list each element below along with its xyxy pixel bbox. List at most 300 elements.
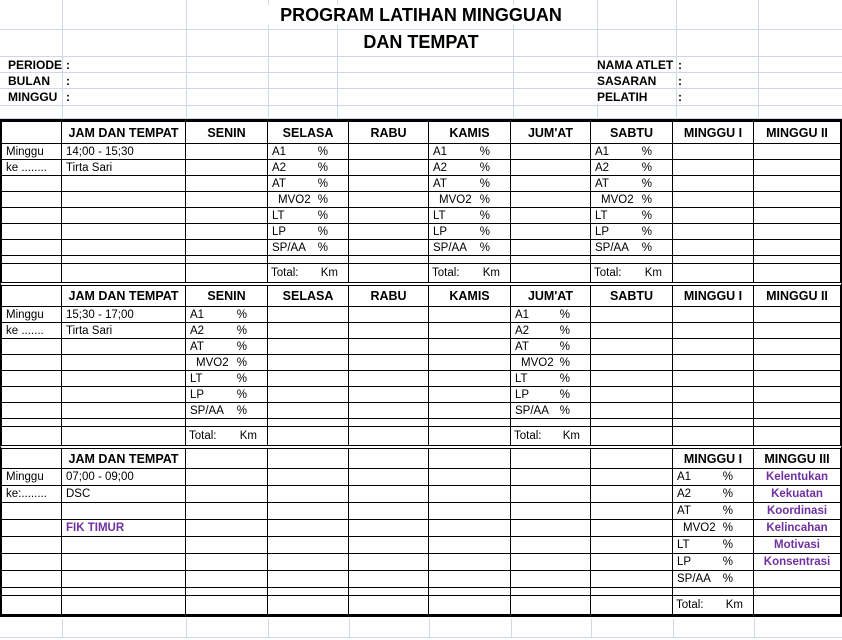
empty-cell[interactable] <box>268 355 349 371</box>
empty-cell[interactable] <box>186 208 268 224</box>
spacer-cell[interactable] <box>754 256 840 264</box>
empty-cell[interactable] <box>673 427 754 445</box>
empty-cell[interactable] <box>268 486 349 503</box>
sasaran-colon[interactable]: : <box>678 74 682 88</box>
empty-cell[interactable] <box>349 387 429 403</box>
aspect-kelincahan[interactable] <box>754 520 840 537</box>
empty-cell[interactable] <box>591 387 673 403</box>
spacer-cell[interactable] <box>186 256 268 264</box>
spacer-cell[interactable] <box>429 256 511 264</box>
empty-cell[interactable] <box>62 427 186 445</box>
empty-cell[interactable] <box>349 503 429 520</box>
aspect-motivasi[interactable] <box>754 537 840 554</box>
spacer-cell[interactable] <box>673 419 754 427</box>
spacer-cell[interactable] <box>673 588 754 596</box>
intensity-mvo2[interactable] <box>591 192 673 208</box>
col-header-blank[interactable] <box>268 449 349 469</box>
empty-cell[interactable] <box>62 387 186 403</box>
empty-cell[interactable] <box>754 144 840 160</box>
spacer-cell[interactable] <box>186 588 268 596</box>
empty-cell[interactable] <box>429 520 511 537</box>
empty-cell[interactable] <box>591 307 673 323</box>
empty-cell[interactable] <box>62 355 186 371</box>
spacer-cell[interactable] <box>511 419 591 427</box>
empty-cell[interactable] <box>429 339 511 355</box>
col-header-kamis[interactable] <box>429 122 511 144</box>
empty-cell[interactable] <box>754 355 840 371</box>
empty-cell[interactable] <box>2 571 62 588</box>
empty-cell[interactable] <box>754 176 840 192</box>
empty-cell[interactable] <box>349 240 429 256</box>
intensity-lt[interactable] <box>268 208 349 224</box>
empty-cell[interactable] <box>186 554 268 571</box>
empty-cell[interactable] <box>673 176 754 192</box>
total-cell[interactable] <box>186 427 268 445</box>
spacer-cell[interactable] <box>754 588 840 596</box>
total-cell[interactable] <box>511 427 591 445</box>
empty-cell[interactable] <box>62 192 186 208</box>
empty-cell[interactable] <box>511 208 591 224</box>
col-header-selasa[interactable] <box>268 122 349 144</box>
intensity-lt[interactable] <box>673 537 754 554</box>
empty-cell[interactable] <box>591 355 673 371</box>
empty-cell[interactable] <box>2 387 62 403</box>
spacer-cell[interactable] <box>2 256 62 264</box>
empty-cell[interactable] <box>429 371 511 387</box>
empty-cell[interactable] <box>2 264 62 282</box>
empty-cell[interactable] <box>2 537 62 554</box>
spacer-cell[interactable] <box>511 256 591 264</box>
empty-cell[interactable] <box>511 192 591 208</box>
empty-cell[interactable] <box>2 427 62 445</box>
empty-cell[interactable] <box>268 571 349 588</box>
col-header-jam-dan-tempat[interactable] <box>62 449 186 469</box>
intensity-lp[interactable] <box>429 224 511 240</box>
empty-cell[interactable] <box>62 403 186 419</box>
empty-cell[interactable] <box>754 371 840 387</box>
spacer-cell[interactable] <box>2 588 62 596</box>
empty-cell[interactable] <box>2 596 62 614</box>
empty-cell[interactable] <box>591 371 673 387</box>
empty-cell[interactable] <box>673 403 754 419</box>
intensity-a2[interactable] <box>591 160 673 176</box>
intensity-lp[interactable] <box>186 387 268 403</box>
intensity-a1[interactable] <box>591 144 673 160</box>
empty-cell[interactable] <box>429 387 511 403</box>
spacer-cell[interactable] <box>591 588 673 596</box>
spacer-cell[interactable] <box>429 588 511 596</box>
empty-cell[interactable] <box>62 176 186 192</box>
empty-cell[interactable] <box>2 176 62 192</box>
empty-cell[interactable] <box>429 503 511 520</box>
col-header-minggu-i[interactable] <box>673 122 754 144</box>
empty-cell[interactable] <box>62 537 186 554</box>
empty-cell[interactable] <box>186 264 268 282</box>
empty-cell[interactable] <box>429 486 511 503</box>
col-header-blank[interactable] <box>429 449 511 469</box>
empty-cell[interactable] <box>754 307 840 323</box>
empty-cell[interactable] <box>591 596 673 614</box>
empty-cell[interactable] <box>511 520 591 537</box>
spacer-cell[interactable] <box>268 588 349 596</box>
empty-cell[interactable] <box>62 596 186 614</box>
empty-cell[interactable] <box>268 387 349 403</box>
col-header-blank[interactable] <box>2 449 62 469</box>
empty-cell[interactable] <box>429 403 511 419</box>
intensity-at[interactable] <box>186 339 268 355</box>
empty-cell[interactable] <box>673 208 754 224</box>
empty-cell[interactable] <box>349 208 429 224</box>
empty-cell[interactable] <box>429 323 511 339</box>
intensity-sp-aa[interactable] <box>511 403 591 419</box>
intensity-a2[interactable] <box>429 160 511 176</box>
spacer-cell[interactable] <box>349 256 429 264</box>
empty-cell[interactable] <box>673 339 754 355</box>
empty-cell[interactable] <box>673 192 754 208</box>
empty-cell[interactable] <box>2 503 62 520</box>
empty-cell[interactable] <box>186 176 268 192</box>
empty-cell[interactable] <box>268 323 349 339</box>
empty-cell[interactable] <box>673 264 754 282</box>
empty-cell[interactable] <box>511 264 591 282</box>
col-header-minggu-ii[interactable] <box>754 286 840 307</box>
empty-cell[interactable] <box>2 192 62 208</box>
spacer-cell[interactable] <box>673 256 754 264</box>
empty-cell[interactable] <box>186 240 268 256</box>
empty-cell[interactable] <box>62 503 186 520</box>
intensity-mvo2[interactable] <box>186 355 268 371</box>
empty-cell[interactable] <box>511 554 591 571</box>
empty-cell[interactable] <box>754 427 840 445</box>
intensity-a1[interactable] <box>673 469 754 486</box>
col-header-blank[interactable] <box>511 449 591 469</box>
empty-cell[interactable] <box>268 537 349 554</box>
empty-cell[interactable] <box>349 264 429 282</box>
empty-cell[interactable] <box>2 371 62 387</box>
empty-cell[interactable] <box>268 371 349 387</box>
empty-cell[interactable] <box>349 520 429 537</box>
intensity-mvo2[interactable] <box>511 355 591 371</box>
empty-cell[interactable] <box>754 192 840 208</box>
col-header-senin[interactable] <box>186 286 268 307</box>
empty-cell[interactable] <box>268 307 349 323</box>
empty-cell[interactable] <box>754 264 840 282</box>
intensity-lt[interactable] <box>186 371 268 387</box>
empty-cell[interactable] <box>591 537 673 554</box>
empty-cell[interactable] <box>349 192 429 208</box>
col-header-jum-at[interactable] <box>511 122 591 144</box>
intensity-a1[interactable] <box>186 307 268 323</box>
intensity-at[interactable] <box>511 339 591 355</box>
empty-cell[interactable] <box>754 240 840 256</box>
intensity-a2[interactable] <box>186 323 268 339</box>
intensity-sp-aa[interactable] <box>268 240 349 256</box>
aspect-koordinasi[interactable] <box>754 503 840 520</box>
empty-cell[interactable] <box>349 427 429 445</box>
empty-cell[interactable] <box>2 403 62 419</box>
empty-cell[interactable] <box>511 486 591 503</box>
spacer-cell[interactable] <box>511 588 591 596</box>
location-note-cell[interactable] <box>62 520 186 537</box>
minggu-colon[interactable]: : <box>66 90 70 104</box>
col-header-minggu-iii[interactable] <box>754 449 840 469</box>
empty-cell[interactable] <box>511 571 591 588</box>
empty-cell[interactable] <box>349 307 429 323</box>
empty-cell[interactable] <box>349 355 429 371</box>
empty-cell[interactable] <box>2 355 62 371</box>
empty-cell[interactable] <box>511 160 591 176</box>
spacer-cell[interactable] <box>186 419 268 427</box>
intensity-at[interactable] <box>268 176 349 192</box>
week-label-cell[interactable] <box>2 144 62 160</box>
col-header-jum-at[interactable] <box>511 286 591 307</box>
empty-cell[interactable] <box>429 537 511 554</box>
empty-cell[interactable] <box>268 503 349 520</box>
week-label-cell[interactable] <box>2 469 62 486</box>
week-number-cell[interactable] <box>2 160 62 176</box>
empty-cell[interactable] <box>349 403 429 419</box>
empty-cell[interactable] <box>511 176 591 192</box>
empty-cell[interactable] <box>591 323 673 339</box>
empty-cell[interactable] <box>673 144 754 160</box>
empty-cell[interactable] <box>591 571 673 588</box>
intensity-lp[interactable] <box>591 224 673 240</box>
col-header-selasa[interactable] <box>268 286 349 307</box>
empty-cell[interactable] <box>186 486 268 503</box>
empty-cell[interactable] <box>429 554 511 571</box>
col-header-jam-dan-tempat[interactable] <box>62 286 186 307</box>
total-cell[interactable] <box>268 264 349 282</box>
empty-cell[interactable] <box>673 240 754 256</box>
aspect-kelentukan[interactable] <box>754 469 840 486</box>
intensity-sp-aa[interactable] <box>429 240 511 256</box>
empty-cell[interactable] <box>62 240 186 256</box>
spacer-cell[interactable] <box>591 256 673 264</box>
spacer-cell[interactable] <box>349 588 429 596</box>
empty-cell[interactable] <box>591 469 673 486</box>
empty-cell[interactable] <box>591 520 673 537</box>
spacer-cell[interactable] <box>2 419 62 427</box>
col-header-blank[interactable] <box>591 449 673 469</box>
empty-cell[interactable] <box>62 554 186 571</box>
empty-cell[interactable] <box>429 307 511 323</box>
spacer-cell[interactable] <box>429 419 511 427</box>
empty-cell[interactable] <box>2 208 62 224</box>
empty-cell[interactable] <box>186 192 268 208</box>
empty-cell[interactable] <box>591 554 673 571</box>
empty-cell[interactable] <box>349 176 429 192</box>
empty-cell[interactable] <box>511 224 591 240</box>
total-cell[interactable] <box>673 596 754 614</box>
intensity-mvo2[interactable] <box>673 520 754 537</box>
empty-cell[interactable] <box>186 596 268 614</box>
intensity-a1[interactable] <box>268 144 349 160</box>
empty-cell[interactable] <box>268 427 349 445</box>
empty-cell[interactable] <box>268 339 349 355</box>
bulan-colon[interactable]: : <box>66 74 70 88</box>
col-header-blank[interactable] <box>186 449 268 469</box>
empty-cell[interactable] <box>511 144 591 160</box>
periode-colon[interactable]: : <box>66 58 70 72</box>
empty-cell[interactable] <box>2 240 62 256</box>
empty-cell[interactable] <box>754 387 840 403</box>
empty-cell[interactable] <box>511 240 591 256</box>
empty-cell[interactable] <box>673 323 754 339</box>
empty-cell[interactable] <box>268 469 349 486</box>
empty-cell[interactable] <box>511 469 591 486</box>
empty-cell[interactable] <box>62 264 186 282</box>
intensity-mvo2[interactable] <box>268 192 349 208</box>
intensity-lp[interactable] <box>673 554 754 571</box>
time-cell[interactable] <box>62 469 186 486</box>
intensity-lp[interactable] <box>268 224 349 240</box>
empty-cell[interactable] <box>2 224 62 240</box>
empty-cell[interactable] <box>429 355 511 371</box>
empty-cell[interactable] <box>2 554 62 571</box>
empty-cell[interactable] <box>186 469 268 486</box>
intensity-lt[interactable] <box>511 371 591 387</box>
intensity-at[interactable] <box>429 176 511 192</box>
empty-cell[interactable] <box>754 160 840 176</box>
empty-cell[interactable] <box>754 596 840 614</box>
empty-cell[interactable] <box>591 339 673 355</box>
empty-cell[interactable] <box>349 571 429 588</box>
empty-cell[interactable] <box>429 427 511 445</box>
empty-cell[interactable] <box>754 208 840 224</box>
empty-cell[interactable] <box>591 503 673 520</box>
empty-cell[interactable] <box>186 160 268 176</box>
empty-cell[interactable] <box>268 520 349 537</box>
col-header-rabu[interactable] <box>349 122 429 144</box>
empty-cell[interactable] <box>511 503 591 520</box>
col-header-sabtu[interactable] <box>591 122 673 144</box>
spacer-cell[interactable] <box>268 419 349 427</box>
empty-cell[interactable] <box>186 537 268 554</box>
empty-cell[interactable] <box>673 387 754 403</box>
col-header-blank[interactable] <box>349 449 429 469</box>
place-cell[interactable] <box>62 160 186 176</box>
empty-cell[interactable] <box>429 469 511 486</box>
pelatih-colon[interactable]: : <box>678 90 682 104</box>
intensity-sp-aa[interactable] <box>186 403 268 419</box>
intensity-sp-aa[interactable] <box>673 571 754 588</box>
spacer-cell[interactable] <box>268 256 349 264</box>
empty-cell[interactable] <box>186 571 268 588</box>
aspect-konsentrasi[interactable] <box>754 554 840 571</box>
empty-cell[interactable] <box>349 323 429 339</box>
empty-cell[interactable] <box>673 355 754 371</box>
spacer-cell[interactable] <box>349 419 429 427</box>
empty-cell[interactable] <box>673 371 754 387</box>
intensity-a2[interactable] <box>511 323 591 339</box>
empty-cell[interactable] <box>2 339 62 355</box>
place-cell[interactable] <box>62 486 186 503</box>
intensity-a2[interactable] <box>673 486 754 503</box>
col-header-rabu[interactable] <box>349 286 429 307</box>
spacer-cell[interactable] <box>62 256 186 264</box>
intensity-lt[interactable] <box>429 208 511 224</box>
empty-cell[interactable] <box>349 469 429 486</box>
col-header-senin[interactable] <box>186 122 268 144</box>
empty-cell[interactable] <box>186 520 268 537</box>
empty-cell[interactable] <box>62 571 186 588</box>
empty-cell[interactable] <box>429 596 511 614</box>
col-header-sabtu[interactable] <box>591 286 673 307</box>
empty-cell[interactable] <box>754 224 840 240</box>
spacer-cell[interactable] <box>62 419 186 427</box>
intensity-mvo2[interactable] <box>429 192 511 208</box>
intensity-lt[interactable] <box>591 208 673 224</box>
empty-cell[interactable] <box>349 486 429 503</box>
empty-cell[interactable] <box>673 224 754 240</box>
col-header-minggu-ii[interactable] <box>754 122 840 144</box>
empty-cell[interactable] <box>62 371 186 387</box>
empty-cell[interactable] <box>349 224 429 240</box>
empty-cell[interactable] <box>349 339 429 355</box>
aspect-kekuatan[interactable] <box>754 486 840 503</box>
empty-cell[interactable] <box>591 486 673 503</box>
empty-cell[interactable] <box>349 537 429 554</box>
intensity-lp[interactable] <box>511 387 591 403</box>
empty-cell[interactable] <box>62 339 186 355</box>
col-header-minggu-i[interactable] <box>673 449 754 469</box>
empty-cell[interactable] <box>349 596 429 614</box>
intensity-a1[interactable] <box>429 144 511 160</box>
spacer-cell[interactable] <box>62 588 186 596</box>
empty-cell[interactable] <box>186 224 268 240</box>
total-cell[interactable] <box>429 264 511 282</box>
empty-cell[interactable] <box>349 371 429 387</box>
time-cell[interactable] <box>62 144 186 160</box>
empty-cell[interactable] <box>268 554 349 571</box>
empty-cell[interactable] <box>673 160 754 176</box>
intensity-a2[interactable] <box>268 160 349 176</box>
empty-cell[interactable] <box>511 537 591 554</box>
empty-cell[interactable] <box>591 427 673 445</box>
empty-cell[interactable] <box>754 571 840 588</box>
empty-cell[interactable] <box>754 339 840 355</box>
empty-cell[interactable] <box>349 144 429 160</box>
intensity-at[interactable] <box>591 176 673 192</box>
empty-cell[interactable] <box>2 520 62 537</box>
empty-cell[interactable] <box>349 554 429 571</box>
col-header-kamis[interactable] <box>429 286 511 307</box>
empty-cell[interactable] <box>591 403 673 419</box>
nama-atlet-colon[interactable]: : <box>678 58 682 72</box>
week-number-cell[interactable] <box>2 323 62 339</box>
spacer-cell[interactable] <box>754 419 840 427</box>
total-cell[interactable] <box>591 264 673 282</box>
col-header-minggu-i[interactable] <box>673 286 754 307</box>
week-number-cell[interactable] <box>2 486 62 503</box>
empty-cell[interactable] <box>349 160 429 176</box>
empty-cell[interactable] <box>754 323 840 339</box>
empty-cell[interactable] <box>62 224 186 240</box>
intensity-at[interactable] <box>673 503 754 520</box>
time-cell[interactable] <box>62 307 186 323</box>
intensity-sp-aa[interactable] <box>591 240 673 256</box>
empty-cell[interactable] <box>268 403 349 419</box>
empty-cell[interactable] <box>754 403 840 419</box>
intensity-a1[interactable] <box>511 307 591 323</box>
spacer-cell[interactable] <box>591 419 673 427</box>
empty-cell[interactable] <box>511 596 591 614</box>
empty-cell[interactable] <box>186 503 268 520</box>
empty-cell[interactable] <box>673 307 754 323</box>
col-header-jam-dan-tempat[interactable] <box>62 122 186 144</box>
col-header-blank[interactable] <box>2 286 62 307</box>
week-label-cell[interactable] <box>2 307 62 323</box>
